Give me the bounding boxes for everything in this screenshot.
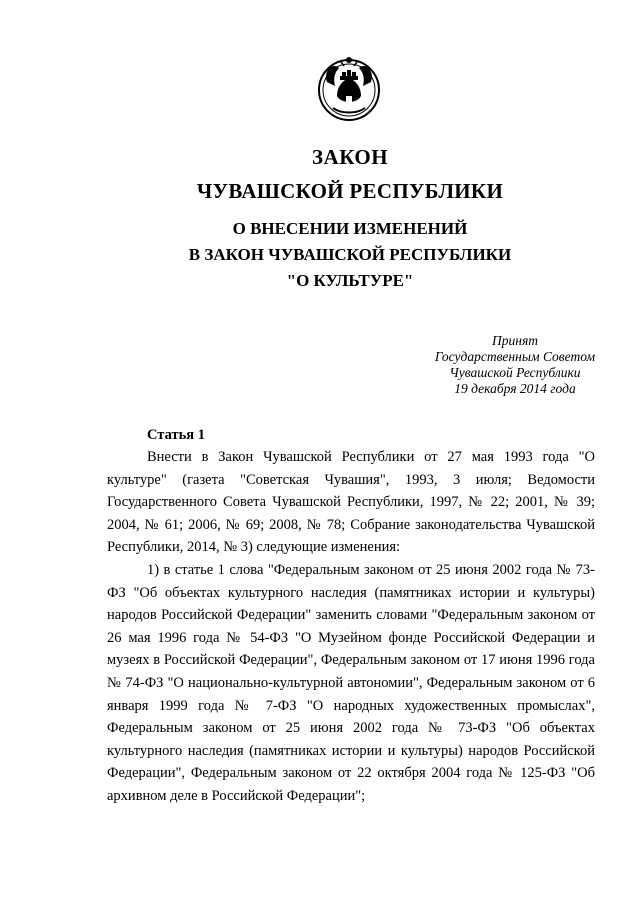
law-title bbox=[0, 143, 640, 205]
article-body bbox=[107, 446, 595, 808]
adopted-line-3: Чувашской Республики bbox=[449, 365, 581, 380]
adoption-note bbox=[400, 333, 630, 397]
subtitle-line-2: В ЗАКОН ЧУВАШСКОЙ РЕСПУБЛИКИ bbox=[188, 245, 512, 264]
paragraph-intro: Внести в Закон Чувашской Республики от 27 мая 1993 года "О культуре" (газета "Советская Чувашия", 1993, 3 июля; Ведомости Государственного Совета Чувашской Республики, 1997, № 22; 2001, № 39; 2004, № 61; 2006, № 69; 2008, № 78; Собрание законодательства Чувашской Республики, 2014, № 3) следующие изменения: bbox=[107, 449, 595, 556]
article-heading: Статья 1 bbox=[147, 427, 205, 443]
paragraph-item-1: 1) в статье 1 слова "Федеральным законом от 25 июня 2002 года № 73-ФЗ "Об объектах культурного наследия (памятниках истории и культуры) народов Российской Федерации" заменить словами "Федеральным законом от 26 мая 1996 года № 54-ФЗ "О Музейном фонде Российской Федерации и музеях в Российской Федерации", Федеральным законом от 17 июня 1996 года № 74-ФЗ "О национально-культурной автономии", Федеральным законом от 6 января 1999 года № 7-ФЗ "О народных художественных промыслах", Федеральным законом от 25 июня 2002 года № 73-ФЗ "Об объектах культурного наследия (памятниках истории и культуры) народов Российской Федерации", Федеральным законом от 22 октября 2004 года № 125-ФЗ "Об архивном деле в Российской Федерации"; bbox=[107, 561, 595, 804]
adopted-line-2: Государственным Советом bbox=[434, 349, 596, 364]
subtitle-line-1: О ВНЕСЕНИИ ИЗМЕНЕНИЙ bbox=[232, 219, 468, 238]
subtitle-line-3: "О КУЛЬТУРЕ" bbox=[286, 271, 414, 290]
title-line-2: ЧУВАШСКОЙ РЕСПУБЛИКИ bbox=[196, 179, 504, 203]
adopted-line-1: Принят bbox=[492, 333, 538, 348]
law-subtitle bbox=[0, 216, 640, 294]
adopted-line-4: 19 декабря 2014 года bbox=[454, 381, 576, 396]
chuvash-republic-emblem-icon bbox=[313, 52, 385, 124]
title-line-1: ЗАКОН bbox=[311, 145, 389, 169]
